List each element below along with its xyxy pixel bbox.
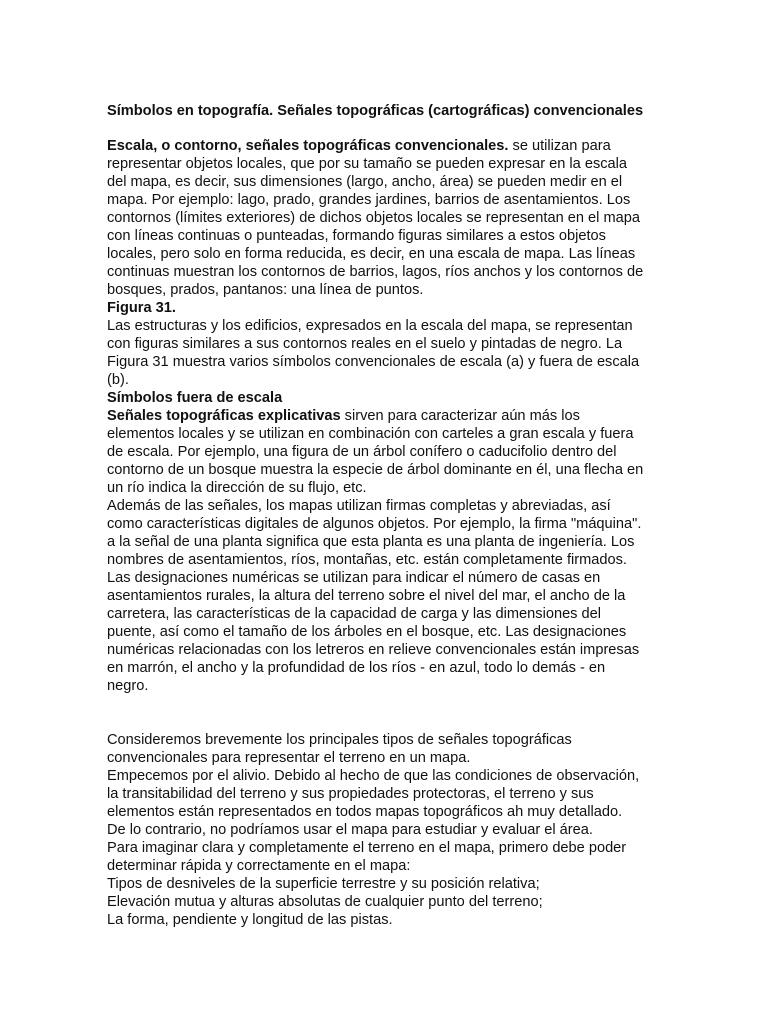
- text-line: asentamientos rurales, la altura del terreno sobre el nivel del mar, el ancho de la: [107, 588, 626, 604]
- text-line: [107, 137, 675, 155]
- text-line: Consideremos brevemente los principales tipos de señales topográficas: [107, 732, 572, 748]
- text-line: contornos (límites exteriores) de dichos objetos locales se representan en el mapa: [107, 210, 640, 226]
- subheading: Símbolos fuera de escala: [107, 390, 283, 406]
- text-line: con figuras similares a sus contornos reales en el suelo y pintadas de negro. La: [107, 336, 623, 352]
- text-line: Figura 31 muestra varios símbolos convencionales de escala (a) y fuera de escala: [107, 354, 640, 370]
- text-line: [107, 407, 675, 425]
- text-line: un río indica la dirección de su flujo, etc.: [107, 480, 367, 496]
- text-line: mapa. Por ejemplo: lago, prado, grandes jardines, barrios de asentamientos. Los: [107, 192, 631, 208]
- document-page: [107, 102, 675, 929]
- text-line: convencionales para representar el terreno en un mapa.: [107, 750, 471, 766]
- text-line: Las estructuras y los edificios, expresados en la escala del mapa, se representan: [107, 318, 633, 334]
- text-line: en marrón, el ancho y la profundidad de los ríos - en azul, todo lo demás - en: [107, 660, 606, 676]
- text-line: numéricas relacionadas con los letreros en relieve convencionales están impresas: [107, 642, 640, 658]
- text-line: puente, así como el tamaño de los árboles en el bosque, etc. Las designaciones: [107, 624, 627, 640]
- text-line: nombres de asentamientos, ríos, montañas, etc. están completamente firmados.: [107, 552, 627, 568]
- text-line: Empecemos por el alivio. Debido al hecho de que las condiciones de observación,: [107, 768, 640, 784]
- text-line: Además de las señales, los mapas utilizan firmas completas y abreviadas, así: [107, 498, 611, 514]
- spacer: [107, 695, 675, 731]
- lead-rest: se utilizan para: [508, 138, 611, 154]
- text-line: Tipos de desniveles de la superficie terrestre y su posición relativa;: [107, 876, 540, 892]
- paragraph-signatures: [107, 497, 675, 695]
- spacer: [107, 120, 675, 137]
- lead-rest: sirven para caracterizar aún más los: [340, 408, 580, 424]
- text-line: determinar rápida y correctamente en el mapa:: [107, 858, 411, 874]
- text-line: del mapa, es decir, sus dimensiones (largo, ancho, área) se pueden medir en el: [107, 174, 623, 190]
- text-line: contorno de un bosque muestra la especie de árbol dominante en él, una flecha en: [107, 462, 644, 478]
- text-line: negro.: [107, 678, 149, 694]
- bold-lead: Señales topográficas explicativas: [107, 408, 341, 424]
- document-title: Símbolos en topografía. Señales topográficas (cartográficas) convencionales: [107, 103, 644, 119]
- text-line: bosques, prados, pantanos: una línea de puntos.: [107, 282, 424, 298]
- paragraph-structures: [107, 317, 675, 389]
- text-line: Para imaginar clara y completamente el terreno en el mapa, primero debe poder: [107, 840, 627, 856]
- text-line: continuas muestran los contornos de barrios, lagos, ríos anchos y los contornos de: [107, 264, 644, 280]
- text-line: representar objetos locales, que por su tamaño se pueden expresar en la escala: [107, 156, 628, 172]
- text-line: (b).: [107, 372, 129, 388]
- text-line: La forma, pendiente y longitud de las pistas.: [107, 912, 393, 928]
- paragraph-scale-signs: [107, 137, 675, 299]
- text-line: carretera, las características de la capacidad de carga y las dimensiones del: [107, 606, 602, 622]
- text-line: con líneas continuas o punteadas, formando figuras similares a estos objetos: [107, 228, 606, 244]
- bold-lead: Escala, o contorno, señales topográficas convencionales.: [107, 138, 509, 154]
- paragraph-explanatory-signs: [107, 407, 675, 497]
- text-line: la transitabilidad del terreno y sus propiedades protectoras, el terreno y sus: [107, 786, 594, 802]
- text-line: Las designaciones numéricas se utilizan para indicar el número de casas en: [107, 570, 601, 586]
- text-line: elementos locales y se utilizan en combinación con carteles a gran escala y fuera: [107, 426, 634, 442]
- paragraph-terrain: [107, 731, 675, 929]
- figure-label: Figura 31.: [107, 300, 176, 316]
- text-line: a la señal de una planta significa que esta planta es una planta de ingeniería. Los: [107, 534, 635, 550]
- text-line: elementos están representados en todos mapas topográficos ah muy detallado.: [107, 804, 623, 820]
- text-line: de escala. Por ejemplo, una figura de un árbol conífero o caducifolio dentro del: [107, 444, 617, 460]
- text-line: Elevación mutua y alturas absolutas de cualquier punto del terreno;: [107, 894, 543, 910]
- text-line: locales, pero solo en forma reducida, es decir, en una escala de mapa. Las líneas: [107, 246, 636, 262]
- text-line: como características digitales de algunos objetos. Por ejemplo, la firma "máquina".: [107, 516, 642, 532]
- text-line: De lo contrario, no podríamos usar el mapa para estudiar y evaluar el área.: [107, 822, 593, 838]
